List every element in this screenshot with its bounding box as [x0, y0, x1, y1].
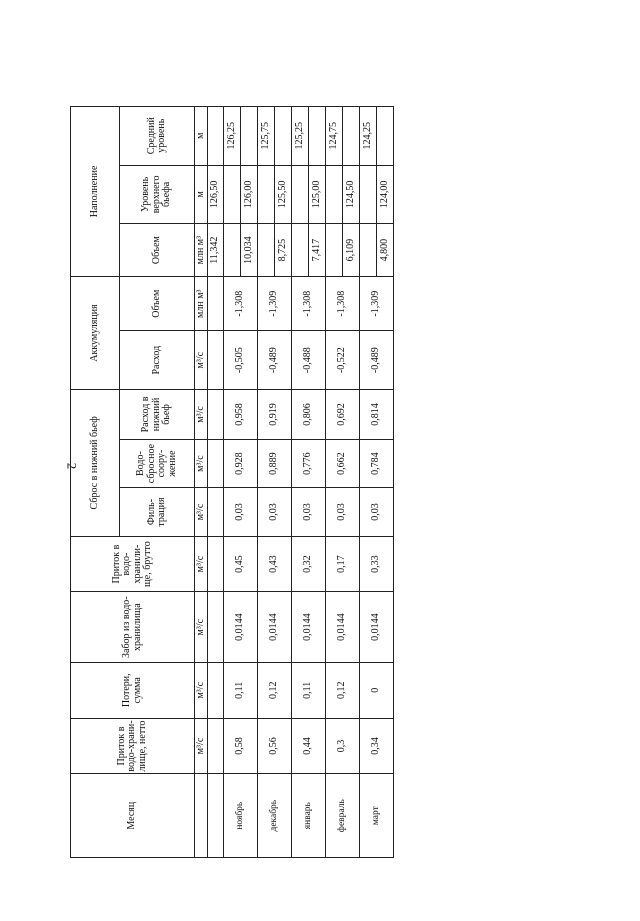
- cell-end-level: 124,50: [343, 165, 360, 224]
- unit-fill-volume: млн м³: [195, 224, 208, 277]
- cell-upper-level-gap: [292, 165, 309, 224]
- header-losses: Потери, сумма: [71, 662, 195, 718]
- header-discharge-group: Сброс в нижний бьеф: [71, 390, 120, 537]
- blank-cell: [208, 331, 224, 390]
- unit-acc-volume: млн м³: [195, 277, 208, 331]
- header-downstream-flow: Расход в нижний бьеф: [120, 390, 195, 440]
- cell-downstream-flow: 0,814: [360, 390, 394, 440]
- cell-losses: 0,11: [224, 662, 258, 718]
- cell-filtration: 0,03: [224, 488, 258, 536]
- cell-withdrawal: 0,0144: [360, 592, 394, 662]
- cell-month: январь: [292, 774, 326, 858]
- blank-cell: [208, 277, 224, 331]
- cell-end-level: 125,00: [309, 165, 326, 224]
- header-filling-group: Наполнение: [71, 106, 120, 276]
- cell-mean-level: 126,25: [224, 106, 241, 165]
- cell-withdrawal: 0,0144: [326, 592, 360, 662]
- cell-upper-level-gap: [326, 165, 343, 224]
- header-fill-volume: Объем: [120, 224, 195, 277]
- cell-spillway: 0,928: [224, 439, 258, 487]
- cell-inflow-net: 0,58: [224, 718, 258, 774]
- cell-upper-level-gap: [360, 165, 377, 224]
- cell-losses: 0,12: [326, 662, 360, 718]
- cell-acc-flow: -0,488: [292, 331, 326, 390]
- table-row: [224, 51, 241, 858]
- cell-inflow-net: 0,34: [360, 718, 394, 774]
- header-inflow-gross: Приток в водо-хранили-ще, брутто: [71, 536, 195, 592]
- unit-acc-flow: м³/с: [195, 331, 208, 390]
- header-filtration: Филь-трация: [120, 488, 195, 536]
- cell-mean-level-gap: [377, 106, 394, 165]
- cell-spillway: 0,889: [258, 439, 292, 487]
- cell-losses: 0,12: [258, 662, 292, 718]
- cell-filtration: 0,03: [258, 488, 292, 536]
- blank-cell: [208, 106, 224, 165]
- table-row: [326, 51, 343, 858]
- cell-spillway: 0,662: [326, 439, 360, 487]
- cell-fill-volume-gap: [292, 224, 309, 277]
- cell-mean-level-gap: [275, 106, 292, 165]
- cell-inflow-net: 0,44: [292, 718, 326, 774]
- cell-inflow-gross: 0,32: [292, 536, 326, 592]
- cell-fill-volume-gap: [326, 224, 343, 277]
- cell-downstream-flow: 0,692: [326, 390, 360, 440]
- cell-end-level: 125,50: [275, 165, 292, 224]
- blank-cell: [208, 718, 224, 774]
- cell-filtration: 0,03: [326, 488, 360, 536]
- header-mean-level: Средний уровень: [120, 106, 195, 165]
- cell-acc-flow: -0,489: [360, 331, 394, 390]
- cell-upper-level-gap: [258, 165, 275, 224]
- header-accumulation-group: Аккумуляция: [71, 277, 120, 390]
- unit-inflow-gross: м³/с: [195, 536, 208, 592]
- header-withdrawal: Забор из водо-хранилища: [71, 592, 195, 662]
- unit-inflow-net: м³/с: [195, 718, 208, 774]
- unit-upper-level: м: [195, 165, 208, 224]
- cell-spillway: 0,784: [360, 439, 394, 487]
- cell-withdrawal: 0,0144: [258, 592, 292, 662]
- cell-month: февраль: [326, 774, 360, 858]
- unit-losses: м³/с: [195, 662, 208, 718]
- cell-month: ноябрь: [224, 774, 258, 858]
- cell-filtration: 0,03: [292, 488, 326, 536]
- cell-inflow-net: 0,56: [258, 718, 292, 774]
- table-row: [292, 51, 309, 858]
- blank-cell: [208, 592, 224, 662]
- cell-fill-volume-gap: [360, 224, 377, 277]
- cell-end-volume: 4,800: [377, 224, 394, 277]
- cell-withdrawal: 0,0144: [292, 592, 326, 662]
- cell-acc-flow: -0,489: [258, 331, 292, 390]
- cell-end-volume: 6,109: [343, 224, 360, 277]
- reservoir-balance-table: [70, 50, 394, 858]
- cell-losses: 0,11: [292, 662, 326, 718]
- cell-fill-volume-gap: [224, 224, 241, 277]
- cell-end-volume: 10,034: [241, 224, 258, 277]
- header-acc-volume: Объем: [120, 277, 195, 331]
- blank-cell: [208, 390, 224, 440]
- cell-withdrawal: 0,0144: [224, 592, 258, 662]
- table-row: [360, 51, 377, 858]
- page-number: 2: [64, 462, 80, 470]
- cell-end-volume: 8,725: [275, 224, 292, 277]
- cell-filtration: 0,03: [360, 488, 394, 536]
- unit-filtration: м³/с: [195, 488, 208, 536]
- cell-mean-level: 125,25: [292, 106, 309, 165]
- header-inflow-net: Приток в водо-храни-лище, нетто: [71, 718, 195, 774]
- table-row: [258, 51, 275, 858]
- cell-end-level: 124,00: [377, 165, 394, 224]
- cell-mean-level-gap: [309, 106, 326, 165]
- unit-downstream-flow: м³/с: [195, 390, 208, 440]
- header-upper-level: Уровень верхнего бьефа: [120, 165, 195, 224]
- unit-withdrawal: м³/с: [195, 592, 208, 662]
- unit-mean-level: м: [195, 106, 208, 165]
- cell-acc-flow: -0,522: [326, 331, 360, 390]
- cell-downstream-flow: 0,919: [258, 390, 292, 440]
- cell-month: декабрь: [258, 774, 292, 858]
- cell-end-level: 126,00: [241, 165, 258, 224]
- cell-mean-level-gap: [343, 106, 360, 165]
- blank-cell: [208, 488, 224, 536]
- header-month: Месяц: [71, 774, 195, 858]
- blank-cell: [208, 662, 224, 718]
- cell-acc-volume: -1,309: [258, 277, 292, 331]
- header-spillway: Водо-сбросное соору-жение: [120, 439, 195, 487]
- cell-end-volume: 7,417: [309, 224, 326, 277]
- unit-month: [195, 774, 208, 858]
- cell-inflow-net: 0,3: [326, 718, 360, 774]
- cell-inflow-gross: 0,43: [258, 536, 292, 592]
- initial-fill-volume: 11,342: [208, 224, 224, 277]
- cell-acc-volume: -1,309: [360, 277, 394, 331]
- unit-spillway: м³/с: [195, 439, 208, 487]
- cell-acc-volume: -1,308: [326, 277, 360, 331]
- cell-losses: 0: [360, 662, 394, 718]
- initial-upper-level: 126,50: [208, 165, 224, 224]
- cell-inflow-gross: 0,17: [326, 536, 360, 592]
- cell-fill-volume-gap: [258, 224, 275, 277]
- cell-acc-volume: -1,308: [292, 277, 326, 331]
- cell-mean-level: 124,25: [360, 106, 377, 165]
- cell-downstream-flow: 0,806: [292, 390, 326, 440]
- blank-cell: [208, 536, 224, 592]
- cell-inflow-gross: 0,33: [360, 536, 394, 592]
- cell-mean-level: 124,75: [326, 106, 343, 165]
- cell-mean-level-gap: [241, 106, 258, 165]
- cell-acc-flow: -0,505: [224, 331, 258, 390]
- header-acc-flow: Расход: [120, 331, 195, 390]
- cell-spillway: 0,776: [292, 439, 326, 487]
- blank-cell: [208, 774, 224, 858]
- blank-cell: [208, 439, 224, 487]
- cell-upper-level-gap: [224, 165, 241, 224]
- cell-acc-volume: -1,308: [224, 277, 258, 331]
- cell-downstream-flow: 0,958: [224, 390, 258, 440]
- cell-inflow-gross: 0,45: [224, 536, 258, 592]
- reservoir-balance-table-wrapper: [70, 50, 390, 858]
- cell-mean-level: 125,75: [258, 106, 275, 165]
- cell-month: март: [360, 774, 394, 858]
- month-rows: [224, 51, 394, 858]
